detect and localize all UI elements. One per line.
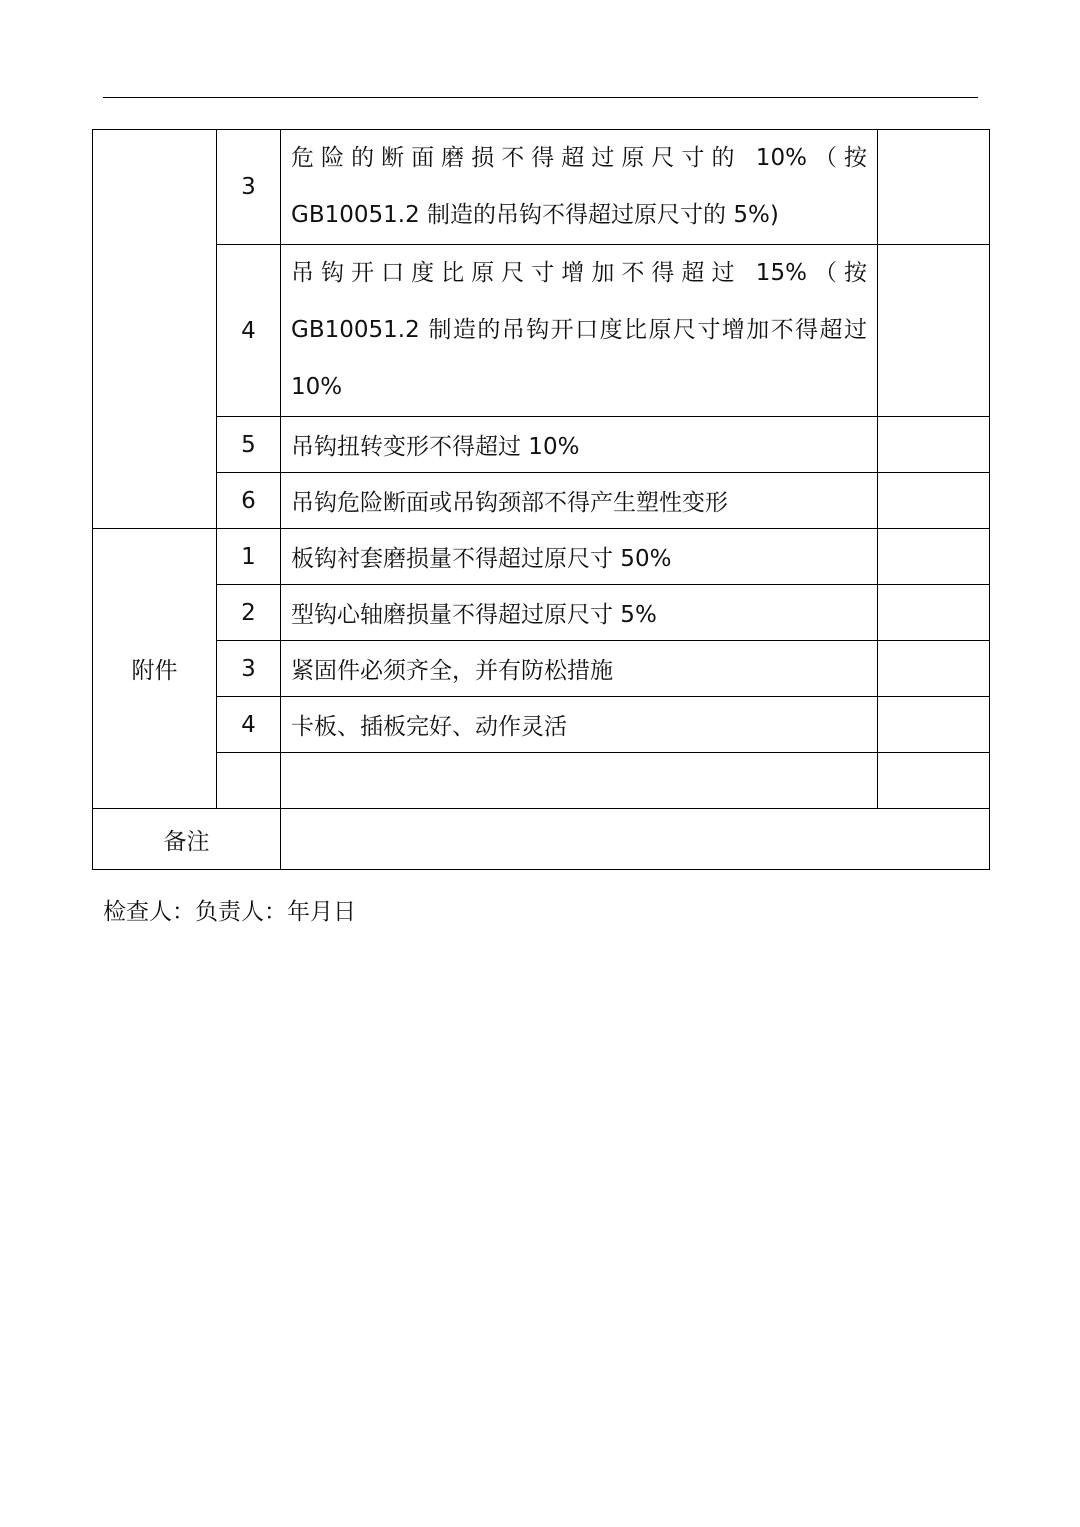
- item-number: 3: [217, 130, 281, 245]
- item-content: 吊钩扭转变形不得超过 10%: [281, 417, 878, 473]
- item-number: 6: [217, 473, 281, 529]
- check-result-cell[interactable]: [878, 417, 990, 473]
- table-row: [93, 130, 990, 245]
- table-row: [93, 585, 990, 641]
- remarks-field[interactable]: [281, 809, 990, 870]
- table-row: [93, 529, 990, 585]
- item-content: 板钩衬套磨损量不得超过原尺寸 50%: [281, 529, 878, 585]
- item-content: [281, 753, 878, 809]
- date-label: 年月日: [287, 899, 356, 925]
- item-content: 危险的断面磨损不得超过原尺寸的 10%（按 GB10051.2 制造的吊钩不得超过原尺寸的 5%): [281, 130, 878, 245]
- hook-section-cell: [93, 130, 217, 529]
- header-rule: [103, 97, 978, 98]
- item-content: 紧固件必须齐全，并有防松措施: [281, 641, 878, 697]
- inspector-label: 检查人：: [103, 899, 195, 925]
- item-content: 型钩心轴磨损量不得超过原尺寸 5%: [281, 585, 878, 641]
- check-result-cell[interactable]: [878, 245, 990, 417]
- table-row: [93, 245, 990, 417]
- item-content: 吊钩开口度比原尺寸增加不得超过 15%（按 GB10051.2 制造的吊钩开口度比原尺寸增加不得超过 10%: [281, 245, 878, 417]
- check-result-cell[interactable]: [878, 130, 990, 245]
- check-result-cell[interactable]: [878, 697, 990, 753]
- check-result-cell[interactable]: [878, 473, 990, 529]
- item-number: 4: [217, 697, 281, 753]
- signature-line: [103, 893, 356, 926]
- check-result-cell[interactable]: [878, 753, 990, 809]
- table-row: [93, 473, 990, 529]
- table-row: [93, 417, 990, 473]
- table-row: [93, 641, 990, 697]
- item-number: [217, 753, 281, 809]
- check-result-cell[interactable]: [878, 641, 990, 697]
- section-label-accessory: 附件: [93, 529, 217, 809]
- item-number: 4: [217, 245, 281, 417]
- item-number: 5: [217, 417, 281, 473]
- check-result-cell[interactable]: [878, 529, 990, 585]
- table-row: [93, 753, 990, 809]
- remarks-row: [93, 809, 990, 870]
- inspection-table: [92, 129, 990, 870]
- item-content: 吊钩危险断面或吊钩颈部不得产生塑性变形: [281, 473, 878, 529]
- item-number: 2: [217, 585, 281, 641]
- table-row: [93, 697, 990, 753]
- check-result-cell[interactable]: [878, 585, 990, 641]
- item-content: 卡板、插板完好、动作灵活: [281, 697, 878, 753]
- responsible-label: 负责人：: [195, 899, 287, 925]
- remarks-label: 备注: [93, 809, 281, 870]
- item-number: 1: [217, 529, 281, 585]
- item-number: 3: [217, 641, 281, 697]
